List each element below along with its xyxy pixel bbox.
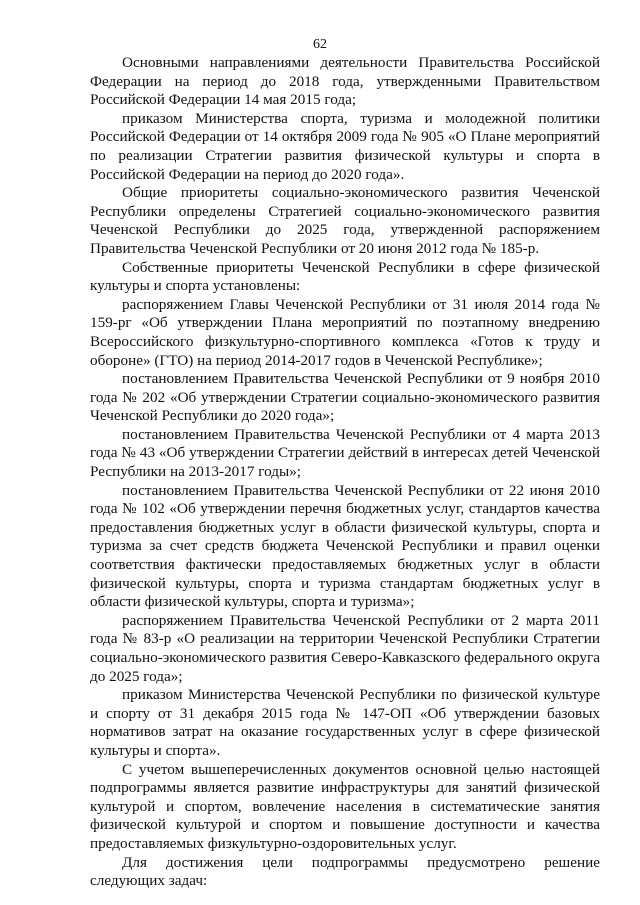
- paragraph: Для достижения цели подпрограммы предусмотрено решение следующих задач:: [90, 853, 600, 890]
- paragraph: С учетом вышеперечисленных документов основной целью настоящей подпрограммы является развитие инфраструктуры для занятий физической культурой и спортом, вовлечение населения в систематические занятия физической культурой и спортом и повышение доступности и качества предоставляемых физкультурно-оздоровительных услуг.: [90, 760, 600, 852]
- paragraph: постановлением Правительства Чеченской Республики от 4 марта 2013 года № 43 «Об утверждении Стратегии действий в интересах детей Чеченской Республики на 2013-2017 годы»;: [90, 425, 600, 481]
- paragraph: приказом Министерства Чеченской Республики по физической культуре и спорту от 31 декабря 2015 года № 147-ОП «Об утверждении базовых нормативов затрат на оказание государственных услуг в сфере физической культуры и спорта».: [90, 686, 600, 759]
- paragraph: приказом Министерства спорта, туризма и молодежной политики Российской Федерации от 14 октября 2009 года № 905 «О Плане мероприятий по реализации Стратегии развития физической культуры и спорта в Российской Федерации на период до 2020 года».: [90, 109, 600, 183]
- paragraph: постановлением Правительства Чеченской Республики от 9 ноября 2010 года № 202 «Об утверждении Стратегии социально-экономического развития Чеченской Республики до 2020 года»;: [90, 370, 600, 425]
- paragraph: распоряжением Правительства Чеченской Республики от 2 марта 2011 года № 83-р «О реализации на территории Чеченской Республики Стратегии социально-экономического развития Северо-Кавказского федерального округа до 2025 года»;: [90, 611, 600, 685]
- paragraph: распоряжением Главы Чеченской Республики от 31 июля 2014 года № 159-рг «Об утверждении Плана мероприятий по поэтапному внедрению Всероссийского физкультурно-спортивного комплекса «Готов к труду и обороне» (ГТО) на период 2014-2017 годов в Чеченской Республике»;: [90, 295, 600, 369]
- paragraph: Общие приоритеты социально-экономического развития Чеченской Республики определены Стратегией социально-экономического развития Чеченской Республики до 2025 года, утвержденной распоряжением Правительства Чеченской Республики от 20 июня 2012 года № 185-р.: [90, 184, 600, 257]
- paragraph: постановлением Правительства Чеченской Республики от 22 июня 2010 года № 102 «Об утверждении перечня бюджетных услуг, стандартов качества предоставления бюджетных услуг в области физической культуры, спорта и туризма за счет средств бюджета Чеченской Республики и правил оценки соответствия фактически предоставляемых бюджетных услуг в области физической культуры, спорта и туризма стандартам бюджетных услуг в области физической культуры, спорта и туризма»;: [90, 481, 600, 611]
- page-number: 62: [313, 37, 327, 52]
- paragraph: Основными направлениями деятельности Правительства Российской Федерации на период до 2018 года, утвержденными Правительством Российской Федерации 14 мая 2015 года;: [90, 54, 600, 109]
- paragraph: Собственные приоритеты Чеченской Республики в сфере физической культуры и спорта установлены:: [90, 258, 600, 295]
- document-body: [90, 54, 600, 891]
